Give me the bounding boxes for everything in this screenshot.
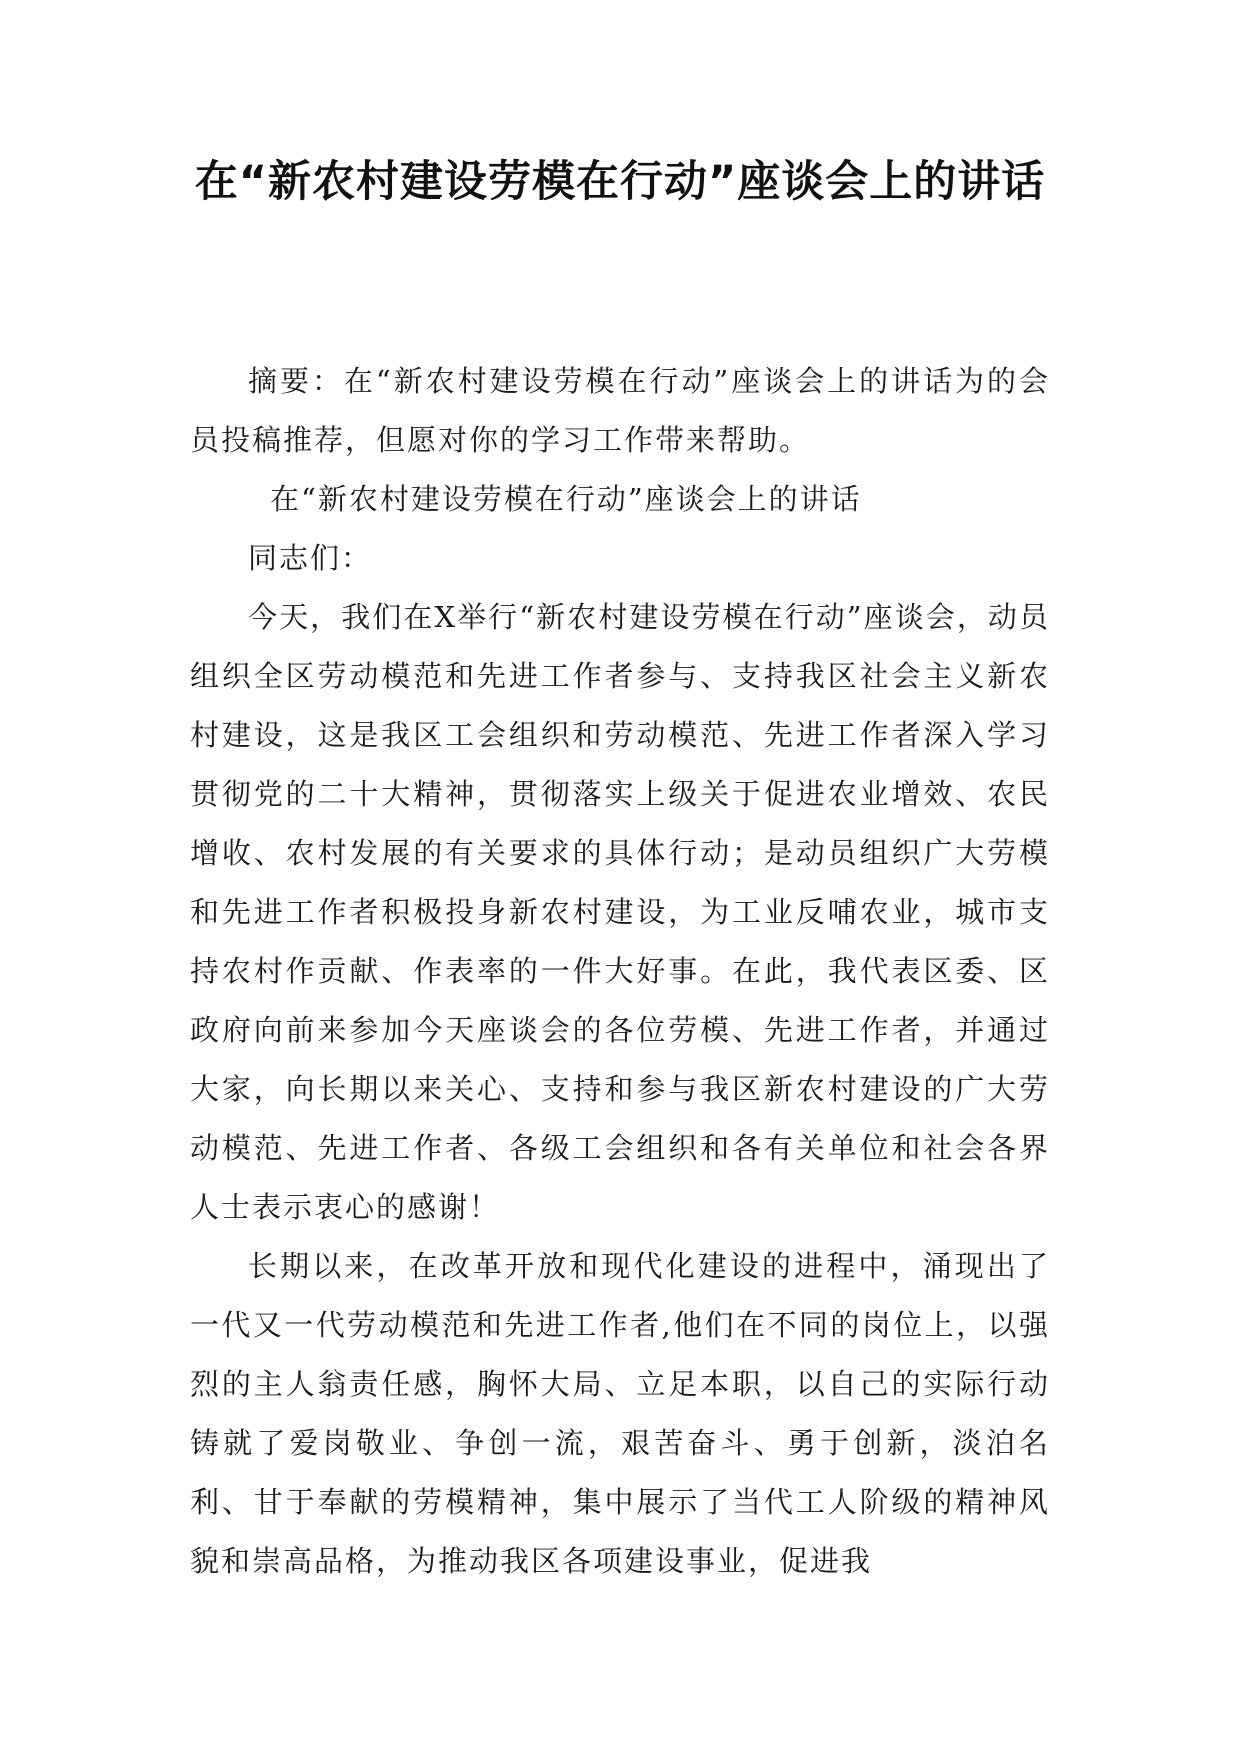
body-paragraph: 今天，我们在X举行“新农村建设劳模在行动”座谈会，动员组织全区劳动模范和先进工作者参与、支持我区社会主义新农村建设，这是我区工会组织和劳动模范、先进工作者深入学习贯彻党的二十大精神，贯彻落实上级关于促进农业增效、农民增收、农村发展的有关要求的具体行动；是动员组织广大劳模和先进工作者积极投身新农村建设，为工业反哺农业，城市支持农村作贡献、作表率的一件大好事。在此，我代表区委、区政府向前来参加今天座谈会的各位劳模、先进工作者，并通过大家，向长期以来关心、支持和参与我区新农村建设的广大劳动模范、先进工作者、各级工会组织和各有关单位和社会各界人士表示衷心的感谢！ bbox=[190, 600, 1050, 1224]
abstract-paragraph: 摘要：在“新农村建设劳模在行动”座谈会上的讲话为的会员投稿推荐，但愿对你的学习工作带来帮助。 bbox=[190, 364, 1050, 457]
speech-subtitle: 在“新农村建设劳模在行动”座谈会上的讲话 bbox=[270, 482, 862, 516]
document-body bbox=[190, 352, 1050, 1591]
document-title: 在“新农村建设劳模在行动”座谈会上的讲话 bbox=[194, 157, 1046, 207]
salutation: 同志们： bbox=[248, 541, 373, 575]
body-paragraph: 长期以来，在改革开放和现代化建设的进程中，涌现出了一代又一代劳动模范和先进工作者,他们在不同的岗位上，以强烈的主人翁责任感，胸怀大局、立足本职，以自己的实际行动铸就了爱岗敬业、争创一流，艰苦奋斗、勇于创新，淡泊名利、甘于奉献的劳模精神，集中展示了当代工人阶级的精神风貌和崇高品格，为推动我区各项建设事业，促进我 bbox=[190, 1249, 1050, 1578]
